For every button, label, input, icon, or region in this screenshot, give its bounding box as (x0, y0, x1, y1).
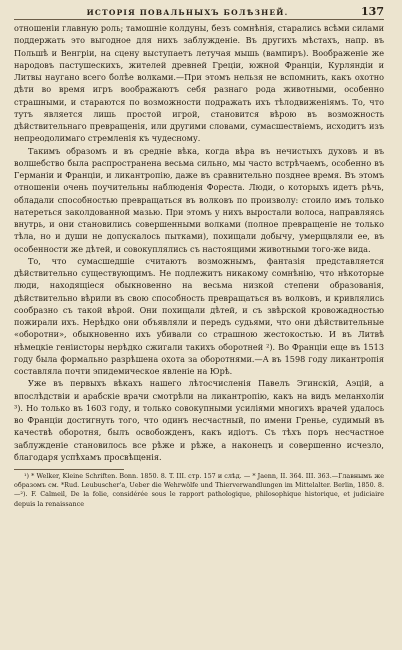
footnote-divider (14, 469, 124, 470)
page-header (14, 5, 384, 20)
page-number: 137 (361, 5, 384, 18)
footnote-1: ¹) * Welker, Kleine Schriften. Bonn. 1850. 8. T. III. стр. 157 и слѣд. — * Jaenn, II. 364. III. 363.—Главнымъ же образомъ см. *Rud. Leubuscher'a, Ueber die Wehrwölfe und Thierverwandlungen im Mittelalter. Berlin, 1850. 8.—²). F. Calmeil, De la folie, considérée sous le rapport pathologique, philosophique historique, et judiciaire depuis la renaissance (14, 472, 384, 508)
paragraph-3: То, что сумасшедшіе считаютъ возможнымъ, фантазія представляется дѣйствительно существующимъ. Не подлежитъ никакому сомнѣнію, что нѣкоторые люди, находящіеся обыкновенно на весьма низкой степени образованія, дѣйствительно вѣрили въ свою способность превращаться въ волковъ, и кривлялись сообразно съ такой вѣрой. Они похищали дѣтей, и съ звѣрской кровожадностью пожирали ихъ. Нерѣдко они объявляли и передъ судьями, что они дѣйствительные «оборотни», обыкновенно ихъ убивали со страшною жестокостью. И въ Литвѣ нѣмецкіе геніисторы нерѣдко сжигали такихъ оборотней ²). Во Франціи еще въ 1513 году была формально разрѣшена охота за оборотнями.—А въ 1598 году ликантропія составляла почти эпидемическое явленіе на Юрѣ. (14, 255, 384, 376)
paragraph-1: отношеніи главную роль; тамошніе колдуны, безъ сомнѣнія, старались всѣми силами поддержать это выгодное для нихъ заблужденіе. Въ другихъ мѣстахъ, напр. въ Польшѣ и Венгріи, на сцену выступаетъ летучая мышь (вампиръ). Воображеніе же народовъ пастушескихъ, жителей древней Греціи, южной Франціи, Курляндіи и Литвы наугано всего болѣе волками.—При этомъ нельзя не вспомнить, какъ охотно дѣти во время игръ воображаютъ себя разнаго рода животными, особенно страшными, и стараются по возможности подражать ихъ тѣлодвиженіямъ. То, что тутъ является лишь простой игрой, становится вѣрою въ возможность дѣйствительнаго превращенія, или другими словами, сумасшествіемъ, исходитъ изъ непреодолимаго стремленія къ чудесному. (14, 23, 384, 144)
body-text (14, 22, 384, 463)
running-head: ИСТОРІЯ ПОВАЛЬНЫХЪ БОЛѢЗНЕЙ. (86, 8, 289, 17)
paragraph-2: Такимъ образомъ и въ средніе вѣка, когда вѣра въ нечистыхъ духовъ и въ волшебство была распространена весьма сильно, мы часто встрѣчаемъ, особенно въ Германіи и Франціи, и ликантропію, даже въ сравнительно позднее время. Въ этомъ отношеніи очень поучительны наблюденія Фореста. Люди, о которыхъ идетъ рѣчь, обладали способностью превращаться въ волковъ по произволу: стоило имъ только натереться заколдованной мазью. При этомъ у нихъ выростали волоса, направляясь внутрь, и они становились совершенными волками (полное превращеніе не только тѣла, но и души не допускалось пытками), похищали добычу, умерщвляли ее, въ особенности же дѣтей, и совокуплялись съ настоящими животными того-же вида. (14, 145, 384, 254)
paragraph-4: Уже въ первыхъ вѣкахъ нашего лѣтосчисленія Павелъ Эгинскій, Аэцій, а впослѣдствіи и арабскіе врачи смотрѣли на ликантропію, какъ на видъ меланхоліи ³). Но только въ 1603 году, и только совокупными усиліями многихъ врачей удалось во Франціи достигнуть того, что одинъ несчастный, по имени Греньe, судимый въ качествѣ оборотня, былъ освобожденъ, какъ идіотъ. Съ тѣхъ поръ несчастное заблужденіе становилось все рѣже и рѣже, а наконецъ и совершенно исчезло, благодаря успѣхамъ просвѣщенія. (14, 378, 384, 462)
